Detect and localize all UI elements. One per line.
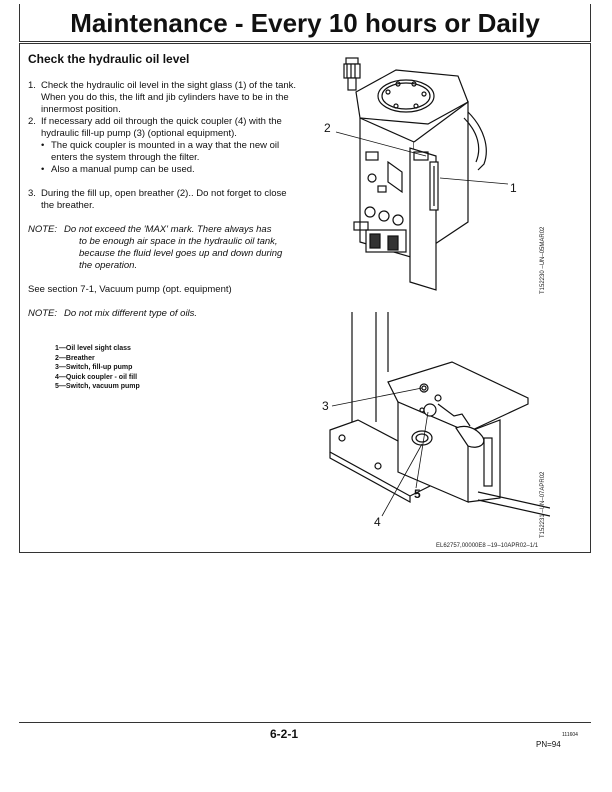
note-text: Do not exceed the 'MAX' mark. There always has [64,224,272,235]
note-max-mark [28,224,298,272]
step-text: If necessary add oil through the quick coupler (4) with the hydraulic fill-up pump (3) (optional equipment). [41,116,282,139]
bullet-item [41,140,298,164]
legend-item: 3—Switch, fill-up pump [55,364,133,371]
legend-item: 4—Quick coupler - oil fill [55,373,138,381]
step-number: 1. [28,80,36,91]
document-code: 111604 [562,732,578,738]
figure-1-id: T152230 –UN–05MAR02 [540,226,546,294]
note-label: NOTE: [28,224,58,235]
callout-1: 1 [510,181,517,195]
legend-item: 5—Switch, vacuum pump [55,383,140,390]
note-text: Do not mix different type of oils. [64,308,198,319]
note-label: NOTE: [28,308,58,319]
instructions-column [28,52,298,392]
callout-2: 2 [324,121,331,135]
section-heading: Check the hydraulic oil level [28,52,190,66]
legend-list [55,344,298,392]
bullet-text: Also a manual pump can be used. [51,164,195,175]
switch-panel-figure [318,312,550,530]
step-number: 2. [28,116,36,127]
step-number: 3. [28,188,36,199]
callout-3: 3 [322,399,329,413]
figure-2-id: T152231 –UN–07APR02 [540,471,546,538]
bullet-icon: • [41,164,45,175]
step-3 [28,188,298,212]
page-title: Maintenance - Every 10 hours or Daily [19,4,591,42]
note-oil-types [28,308,298,320]
step-text: Check the hydraulic oil level in the sight glass (1) of the tank. When you do this, the lift and jib cylinders have to be in the innermost position. [41,80,297,115]
legend-item: 2—Breather [55,354,95,362]
step-2 [28,116,298,140]
document-reference: EL62757,00000E8 –19–10APR02–1/1 [436,543,539,549]
page-number: 6-2-1 [270,727,299,741]
pn-number: PN=94 [536,740,561,749]
footer-divider [19,722,591,723]
step-text: During the fill up, open breather (2).. Do not forget to close the breather. [41,188,287,211]
bullet-item [41,164,298,176]
bullet-text: The quick coupler is mounted in a way that the new oil enters the system through the filter. [51,140,280,163]
legend-item: 1—Oil level sight class [55,345,131,352]
bullet-icon: • [41,140,45,151]
callout-4: 4 [374,515,381,529]
step-1 [28,80,298,116]
callout-5: 5 [414,487,421,501]
hydraulic-tank-figure [318,52,550,297]
note-text-continued: to be enough air space in the hydraulic oil tank, because the fluid level goes up and down during the operation. [79,236,283,271]
see-also-text: See section 7-1, Vacuum pump (opt. equipment) [28,284,232,295]
